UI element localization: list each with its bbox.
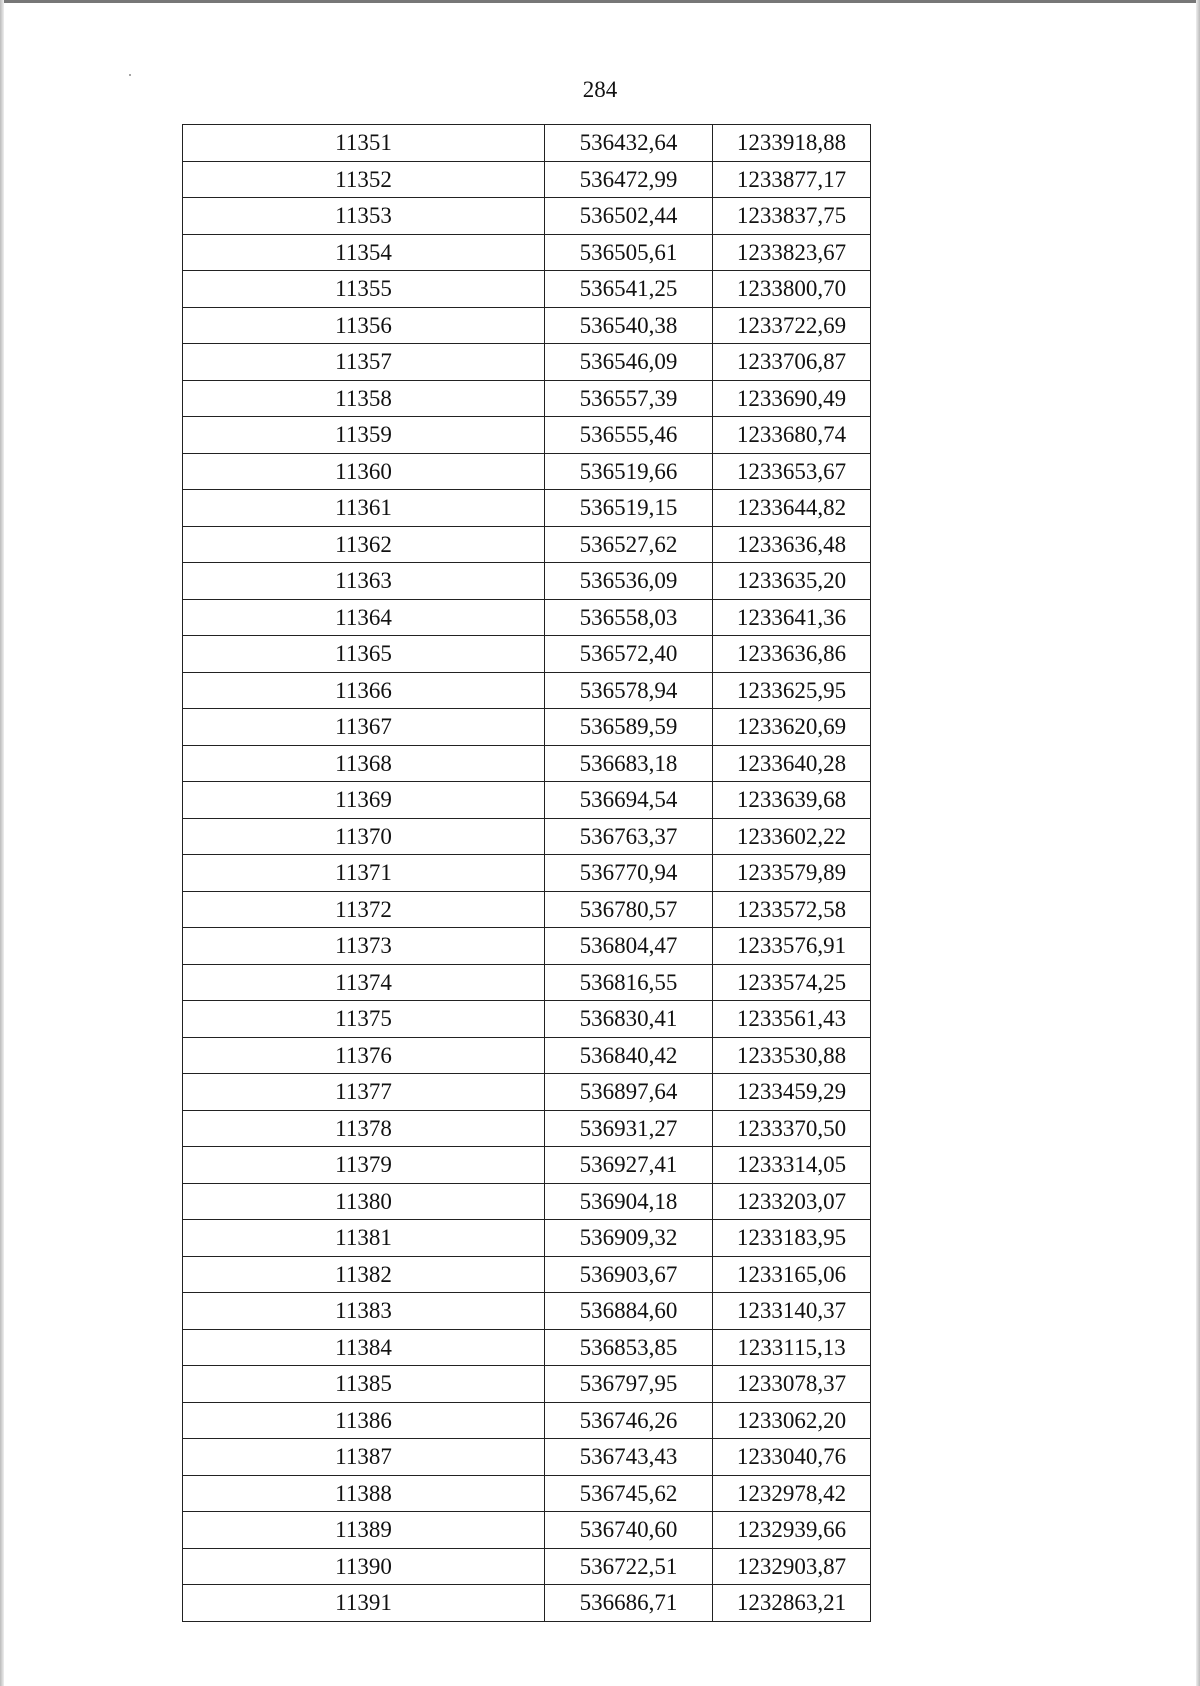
x-coordinate-cell: 536694,54 xyxy=(545,782,713,819)
point-number-cell: 11388 xyxy=(183,1475,545,1512)
point-number-cell: 11390 xyxy=(183,1548,545,1585)
y-coordinate-cell: 1233877,17 xyxy=(713,161,871,198)
point-number-cell: 11358 xyxy=(183,380,545,417)
y-coordinate-cell: 1233800,70 xyxy=(713,271,871,308)
point-number-cell: 11383 xyxy=(183,1293,545,1330)
y-coordinate-cell: 1233635,20 xyxy=(713,563,871,600)
y-coordinate-cell: 1233639,68 xyxy=(713,782,871,819)
y-coordinate-cell: 1233636,86 xyxy=(713,636,871,673)
table-row xyxy=(183,1439,871,1476)
table-row xyxy=(183,1366,871,1403)
point-number-cell: 11368 xyxy=(183,745,545,782)
x-coordinate-cell: 536519,15 xyxy=(545,490,713,527)
point-number-cell: 11373 xyxy=(183,928,545,965)
x-coordinate-cell: 536505,61 xyxy=(545,234,713,271)
x-coordinate-cell: 536927,41 xyxy=(545,1147,713,1184)
x-coordinate-cell: 536540,38 xyxy=(545,307,713,344)
point-number-cell: 11353 xyxy=(183,198,545,235)
x-coordinate-cell: 536931,27 xyxy=(545,1110,713,1147)
point-number-cell: 11384 xyxy=(183,1329,545,1366)
point-number-cell: 11351 xyxy=(183,125,545,162)
y-coordinate-cell: 1232978,42 xyxy=(713,1475,871,1512)
scan-edge-top xyxy=(0,0,1200,3)
point-number-cell: 11352 xyxy=(183,161,545,198)
x-coordinate-cell: 536502,44 xyxy=(545,198,713,235)
x-coordinate-cell: 536578,94 xyxy=(545,672,713,709)
y-coordinate-cell: 1233640,28 xyxy=(713,745,871,782)
x-coordinate-cell: 536897,64 xyxy=(545,1074,713,1111)
table-row xyxy=(183,745,871,782)
y-coordinate-cell: 1233690,49 xyxy=(713,380,871,417)
table-row xyxy=(183,1001,871,1038)
coordinates-table xyxy=(182,124,871,1622)
point-number-cell: 11354 xyxy=(183,234,545,271)
x-coordinate-cell: 536555,46 xyxy=(545,417,713,454)
x-coordinate-cell: 536546,09 xyxy=(545,344,713,381)
y-coordinate-cell: 1233579,89 xyxy=(713,855,871,892)
y-coordinate-cell: 1233625,95 xyxy=(713,672,871,709)
table-row xyxy=(183,636,871,673)
point-number-cell: 11370 xyxy=(183,818,545,855)
point-number-cell: 11387 xyxy=(183,1439,545,1476)
y-coordinate-cell: 1232939,66 xyxy=(713,1512,871,1549)
x-coordinate-cell: 536743,43 xyxy=(545,1439,713,1476)
table-row xyxy=(183,1585,871,1622)
point-number-cell: 11377 xyxy=(183,1074,545,1111)
table-row xyxy=(183,1548,871,1585)
y-coordinate-cell: 1233641,36 xyxy=(713,599,871,636)
y-coordinate-cell: 1233837,75 xyxy=(713,198,871,235)
table-row xyxy=(183,1110,871,1147)
table-row xyxy=(183,1074,871,1111)
table-row xyxy=(183,198,871,235)
point-number-cell: 11375 xyxy=(183,1001,545,1038)
scan-edge-right xyxy=(1196,0,1200,1686)
point-number-cell: 11378 xyxy=(183,1110,545,1147)
table-row xyxy=(183,1220,871,1257)
point-number-cell: 11369 xyxy=(183,782,545,819)
x-coordinate-cell: 536557,39 xyxy=(545,380,713,417)
point-number-cell: 11391 xyxy=(183,1585,545,1622)
table-row xyxy=(183,490,871,527)
point-number-cell: 11381 xyxy=(183,1220,545,1257)
y-coordinate-cell: 1233314,05 xyxy=(713,1147,871,1184)
y-coordinate-cell: 1233574,25 xyxy=(713,964,871,1001)
y-coordinate-cell: 1233370,50 xyxy=(713,1110,871,1147)
table-row xyxy=(183,709,871,746)
table-row xyxy=(183,526,871,563)
y-coordinate-cell: 1233653,67 xyxy=(713,453,871,490)
x-coordinate-cell: 536770,94 xyxy=(545,855,713,892)
y-coordinate-cell: 1233576,91 xyxy=(713,928,871,965)
table-row xyxy=(183,818,871,855)
x-coordinate-cell: 536527,62 xyxy=(545,526,713,563)
point-number-cell: 11366 xyxy=(183,672,545,709)
y-coordinate-cell: 1233561,43 xyxy=(713,1001,871,1038)
x-coordinate-cell: 536745,62 xyxy=(545,1475,713,1512)
x-coordinate-cell: 536472,99 xyxy=(545,161,713,198)
table-row xyxy=(183,125,871,162)
table-row xyxy=(183,234,871,271)
point-number-cell: 11376 xyxy=(183,1037,545,1074)
table-row xyxy=(183,417,871,454)
table-row xyxy=(183,161,871,198)
coordinates-table-body xyxy=(183,125,871,1622)
table-row xyxy=(183,271,871,308)
table-row xyxy=(183,964,871,1001)
point-number-cell: 11363 xyxy=(183,563,545,600)
point-number-cell: 11374 xyxy=(183,964,545,1001)
table-row xyxy=(183,855,871,892)
x-coordinate-cell: 536780,57 xyxy=(545,891,713,928)
table-row xyxy=(183,672,871,709)
x-coordinate-cell: 536541,25 xyxy=(545,271,713,308)
x-coordinate-cell: 536536,09 xyxy=(545,563,713,600)
y-coordinate-cell: 1233918,88 xyxy=(713,125,871,162)
table-row xyxy=(183,599,871,636)
point-number-cell: 11367 xyxy=(183,709,545,746)
x-coordinate-cell: 536683,18 xyxy=(545,745,713,782)
table-row xyxy=(183,563,871,600)
table-row xyxy=(183,307,871,344)
y-coordinate-cell: 1233572,58 xyxy=(713,891,871,928)
table-row xyxy=(183,380,871,417)
point-number-cell: 11359 xyxy=(183,417,545,454)
y-coordinate-cell: 1233040,76 xyxy=(713,1439,871,1476)
y-coordinate-cell: 1232863,21 xyxy=(713,1585,871,1622)
point-number-cell: 11389 xyxy=(183,1512,545,1549)
y-coordinate-cell: 1233680,74 xyxy=(713,417,871,454)
point-number-cell: 11365 xyxy=(183,636,545,673)
table-row xyxy=(183,453,871,490)
point-number-cell: 11372 xyxy=(183,891,545,928)
x-coordinate-cell: 536840,42 xyxy=(545,1037,713,1074)
y-coordinate-cell: 1233078,37 xyxy=(713,1366,871,1403)
y-coordinate-cell: 1233140,37 xyxy=(713,1293,871,1330)
table-row xyxy=(183,1402,871,1439)
table-row xyxy=(183,1475,871,1512)
y-coordinate-cell: 1233459,29 xyxy=(713,1074,871,1111)
x-coordinate-cell: 536740,60 xyxy=(545,1512,713,1549)
table-row xyxy=(183,1293,871,1330)
x-coordinate-cell: 536904,18 xyxy=(545,1183,713,1220)
table-row xyxy=(183,1256,871,1293)
point-number-cell: 11361 xyxy=(183,490,545,527)
table-row xyxy=(183,1037,871,1074)
table-row xyxy=(183,1147,871,1184)
x-coordinate-cell: 536746,26 xyxy=(545,1402,713,1439)
scan-edge-left xyxy=(0,0,4,1686)
point-number-cell: 11380 xyxy=(183,1183,545,1220)
y-coordinate-cell: 1233722,69 xyxy=(713,307,871,344)
y-coordinate-cell: 1233644,82 xyxy=(713,490,871,527)
x-coordinate-cell: 536432,64 xyxy=(545,125,713,162)
x-coordinate-cell: 536572,40 xyxy=(545,636,713,673)
point-number-cell: 11355 xyxy=(183,271,545,308)
point-number-cell: 11360 xyxy=(183,453,545,490)
x-coordinate-cell: 536816,55 xyxy=(545,964,713,1001)
y-coordinate-cell: 1233706,87 xyxy=(713,344,871,381)
point-number-cell: 11356 xyxy=(183,307,545,344)
y-coordinate-cell: 1233062,20 xyxy=(713,1402,871,1439)
y-coordinate-cell: 1233530,88 xyxy=(713,1037,871,1074)
point-number-cell: 11364 xyxy=(183,599,545,636)
x-coordinate-cell: 536830,41 xyxy=(545,1001,713,1038)
table-row xyxy=(183,928,871,965)
x-coordinate-cell: 536589,59 xyxy=(545,709,713,746)
table-row xyxy=(183,782,871,819)
x-coordinate-cell: 536903,67 xyxy=(545,1256,713,1293)
y-coordinate-cell: 1233823,67 xyxy=(713,234,871,271)
x-coordinate-cell: 536722,51 xyxy=(545,1548,713,1585)
point-number-cell: 11371 xyxy=(183,855,545,892)
y-coordinate-cell: 1233115,13 xyxy=(713,1329,871,1366)
x-coordinate-cell: 536884,60 xyxy=(545,1293,713,1330)
point-number-cell: 11357 xyxy=(183,344,545,381)
point-number-cell: 11385 xyxy=(183,1366,545,1403)
x-coordinate-cell: 536853,85 xyxy=(545,1329,713,1366)
x-coordinate-cell: 536558,03 xyxy=(545,599,713,636)
x-coordinate-cell: 536763,37 xyxy=(545,818,713,855)
y-coordinate-cell: 1232903,87 xyxy=(713,1548,871,1585)
y-coordinate-cell: 1233620,69 xyxy=(713,709,871,746)
table-row xyxy=(183,1183,871,1220)
x-coordinate-cell: 536797,95 xyxy=(545,1366,713,1403)
x-coordinate-cell: 536804,47 xyxy=(545,928,713,965)
y-coordinate-cell: 1233602,22 xyxy=(713,818,871,855)
point-number-cell: 11379 xyxy=(183,1147,545,1184)
point-number-cell: 11382 xyxy=(183,1256,545,1293)
y-coordinate-cell: 1233165,06 xyxy=(713,1256,871,1293)
y-coordinate-cell: 1233203,07 xyxy=(713,1183,871,1220)
y-coordinate-cell: 1233183,95 xyxy=(713,1220,871,1257)
table-row xyxy=(183,1512,871,1549)
point-number-cell: 11362 xyxy=(183,526,545,563)
table-row xyxy=(183,344,871,381)
table-row xyxy=(183,891,871,928)
point-number-cell: 11386 xyxy=(183,1402,545,1439)
x-coordinate-cell: 536909,32 xyxy=(545,1220,713,1257)
page-number: 284 xyxy=(582,77,618,102)
y-coordinate-cell: 1233636,48 xyxy=(713,526,871,563)
table-row xyxy=(183,1329,871,1366)
x-coordinate-cell: 536519,66 xyxy=(545,453,713,490)
x-coordinate-cell: 536686,71 xyxy=(545,1585,713,1622)
